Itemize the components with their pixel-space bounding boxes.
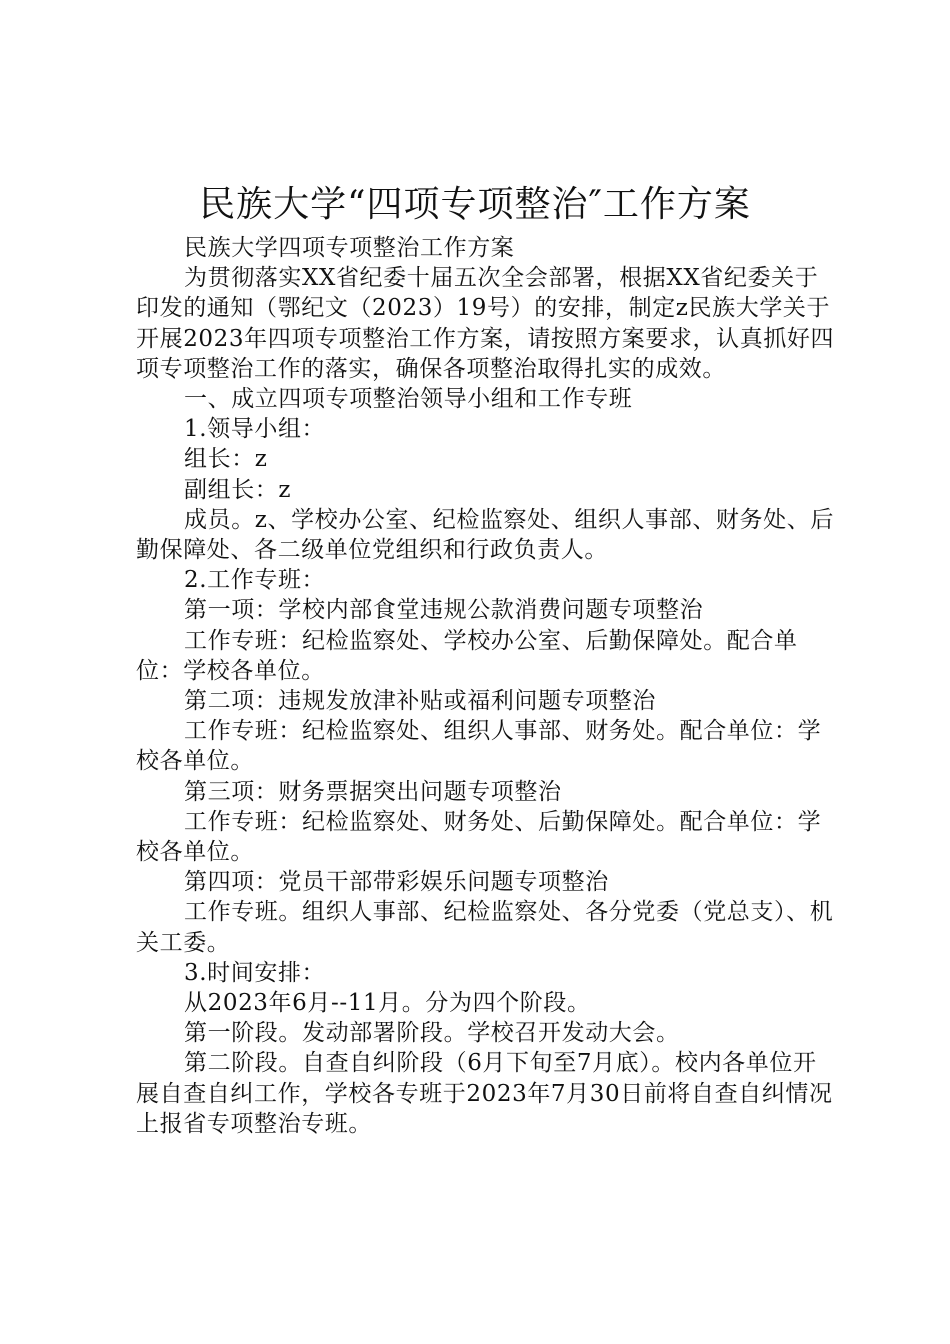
- section-heading-1: 一、成立四项专项整治领导小组和工作专班: [184, 386, 633, 413]
- paragraph-group-leader: 组长：z: [184, 446, 268, 473]
- paragraph-stage-2: 第二阶段。自查自纠阶段（6月下旬至7月底）。校内各单位开展自查自纠工作，学校各专班于2023年7月30日前将自查自纠情况上报省专项整治专班。: [136, 1050, 833, 1137]
- subsection-leadership-group: 1.领导小组：: [184, 416, 326, 443]
- paragraph-item-1-team: 工作专班：纪检监察处、学校办公室、后勤保障处。配合单位：学校各单位。: [136, 627, 798, 684]
- document-title: 民族大学“四项专项整治″工作方案: [199, 184, 751, 225]
- paragraph-item-3-team: 工作专班：纪检监察处、财务处、后勤保障处。配合单位：学校各单位。: [136, 808, 822, 866]
- paragraph-schedule-range: 从2023年6月--11月。分为四个阶段。: [184, 990, 591, 1017]
- paragraph-item-2-team: 工作专班：纪检监察处、组织人事部、财务处。配合单位：学校各单位。: [136, 718, 822, 775]
- paragraph-intro: 为贯彻落实XX省纪委十届五次全会部署，根据XX省纪委关于印发的通知（鄂纪文（2023）19号）的安排，制定z民族大学关于开展2023年四项专项整治工作方案，请按照方案要求，认真抓好四项专项整治工作的落实，确保各项整治取得扎实的成效。: [136, 265, 835, 382]
- document-body: [136, 233, 836, 1139]
- paragraph-members: 成员。z、学校办公室、纪检监察处、组织人事部、财务处、后勤保障处、各二级单位党组织和行政负责人。: [136, 506, 834, 564]
- paragraph-item-4-team: 工作专班。组织人事部、纪检监察处、各分党委（党总支）、机关工委。: [136, 899, 834, 956]
- paragraph-subtitle: 民族大学四项专项整治工作方案: [184, 235, 515, 261]
- paragraph-item-1: 第一项：学校内部食堂违规公款消费问题专项整治: [184, 597, 704, 624]
- subsection-working-team: 2.工作专班：: [184, 567, 326, 594]
- paragraph-deputy-leader: 副组长：z: [184, 476, 292, 503]
- paragraph-item-2: 第二项：违规发放津补贴或福利问题专项整治: [184, 688, 656, 715]
- subsection-schedule: 3.时间安排：: [184, 959, 326, 986]
- paragraph-stage-1: 第一阶段。发动部署阶段。学校召开发动大会。: [184, 1020, 680, 1047]
- paragraph-item-4: 第四项：党员干部带彩娱乐问题专项整治: [184, 869, 609, 896]
- paragraph-item-3: 第三项：财务票据突出问题专项整治: [184, 778, 562, 805]
